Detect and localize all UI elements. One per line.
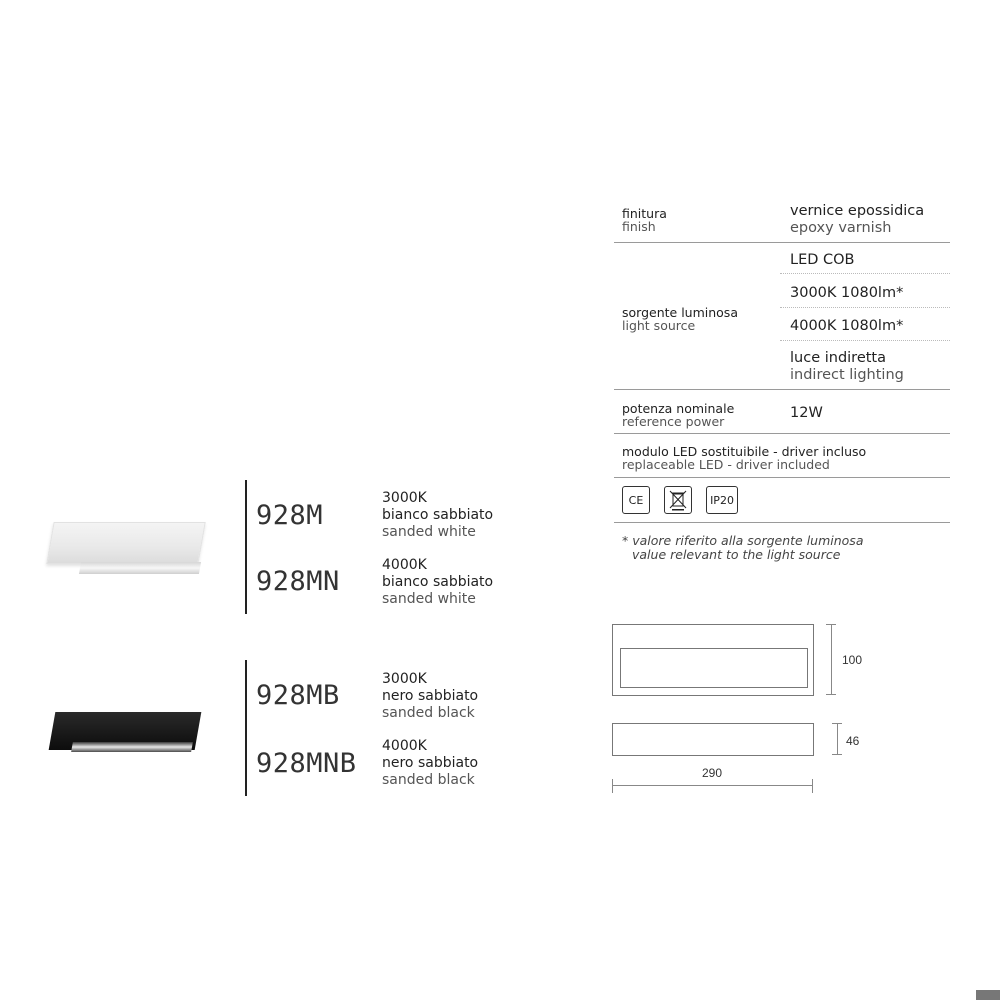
light-source-label — [622, 306, 738, 332]
width-dimension-label: 290 — [702, 766, 723, 780]
width-tick-right — [812, 779, 813, 793]
height-tick-bottom — [826, 694, 836, 695]
top-view-outline — [612, 723, 814, 756]
spec-divider — [614, 477, 950, 478]
spec-divider — [614, 242, 950, 243]
dotted-divider — [780, 273, 950, 274]
finish-it: bianco sabbiato — [382, 574, 494, 590]
footnote-it: * valore riferito alla sorgente luminosa — [622, 533, 864, 548]
color-temperature: 4000K — [382, 738, 427, 754]
ip-rating-badge — [706, 486, 738, 514]
option-3000k: 3000K 1080lm* — [790, 285, 904, 301]
indirect-lighting — [790, 350, 904, 384]
light-source-label-en: light source — [622, 318, 696, 333]
indirect-lighting-it: luce indiretta — [790, 350, 886, 366]
spec-divider — [614, 389, 950, 390]
front-view-slot — [620, 648, 808, 688]
footnote-en: value relevant to the light source — [632, 547, 841, 562]
power-label-it: potenza nominale — [622, 401, 735, 416]
finish-label — [622, 207, 667, 233]
power-label-en: reference power — [622, 414, 725, 429]
finish-en: sanded white — [382, 524, 476, 540]
height-dimension-label: 100 — [842, 653, 863, 667]
width-tick-left — [612, 779, 613, 793]
color-temperature: 3000K — [382, 671, 427, 687]
finish-label-it: finitura — [622, 206, 667, 221]
finish-it: nero sabbiato — [382, 688, 479, 704]
spec-divider — [614, 433, 950, 434]
black-group-divider — [245, 660, 247, 796]
power-label — [622, 402, 734, 428]
product-description — [382, 738, 478, 789]
option-4000k: 4000K 1080lm* — [790, 318, 904, 334]
finish-en: sanded black — [382, 772, 475, 788]
product-code: 928MB — [256, 680, 340, 711]
color-temperature: 4000K — [382, 557, 427, 573]
width-dimension-line — [612, 785, 813, 786]
dotted-divider — [780, 307, 950, 308]
depth-tick-bottom — [832, 754, 842, 755]
product-code: 928M — [256, 500, 324, 531]
page-corner-marker — [976, 990, 1000, 1000]
module-note-en: replaceable LED - driver included — [622, 457, 830, 472]
product-description — [382, 671, 478, 722]
indirect-lighting-en: indirect lighting — [790, 367, 904, 383]
finish-en: sanded black — [382, 705, 475, 721]
height-dimension-line — [831, 624, 832, 694]
finish-label-en: finish — [622, 219, 656, 234]
light-source-label-it: sorgente luminosa — [622, 305, 738, 320]
white-lamp-light-slot — [79, 562, 201, 574]
crossed-bin-icon — [668, 489, 688, 511]
dotted-divider — [780, 340, 950, 341]
product-code: 928MN — [256, 566, 340, 597]
module-note-it: modulo LED sostituibile - driver incluso — [622, 444, 867, 459]
finish-en: sanded white — [382, 591, 476, 607]
finish-value-en: epoxy varnish — [790, 220, 892, 236]
ce-mark-icon — [622, 486, 650, 514]
finish-value-it: vernice epossidica — [790, 203, 925, 219]
spec-divider — [614, 522, 950, 523]
ip-rating-text: IP20 — [710, 493, 734, 507]
finish-it: nero sabbiato — [382, 755, 479, 771]
product-description — [382, 557, 493, 608]
ce-text: CE — [628, 493, 644, 507]
finish-it: bianco sabbiato — [382, 507, 494, 523]
module-note — [622, 445, 866, 471]
footnote — [622, 534, 863, 562]
color-temperature: 3000K — [382, 490, 427, 506]
white-group-divider — [245, 480, 247, 614]
product-code: 928MNB — [256, 748, 357, 779]
depth-dimension-line — [837, 723, 838, 754]
black-lamp-light-slot — [71, 742, 193, 752]
finish-value — [790, 203, 924, 237]
depth-dimension-label: 46 — [846, 734, 860, 748]
power-value: 12W — [790, 405, 823, 421]
weee-bin-icon — [664, 486, 692, 514]
product-description — [382, 490, 493, 541]
led-type: LED COB — [790, 252, 855, 268]
white-lamp-image — [46, 522, 205, 564]
